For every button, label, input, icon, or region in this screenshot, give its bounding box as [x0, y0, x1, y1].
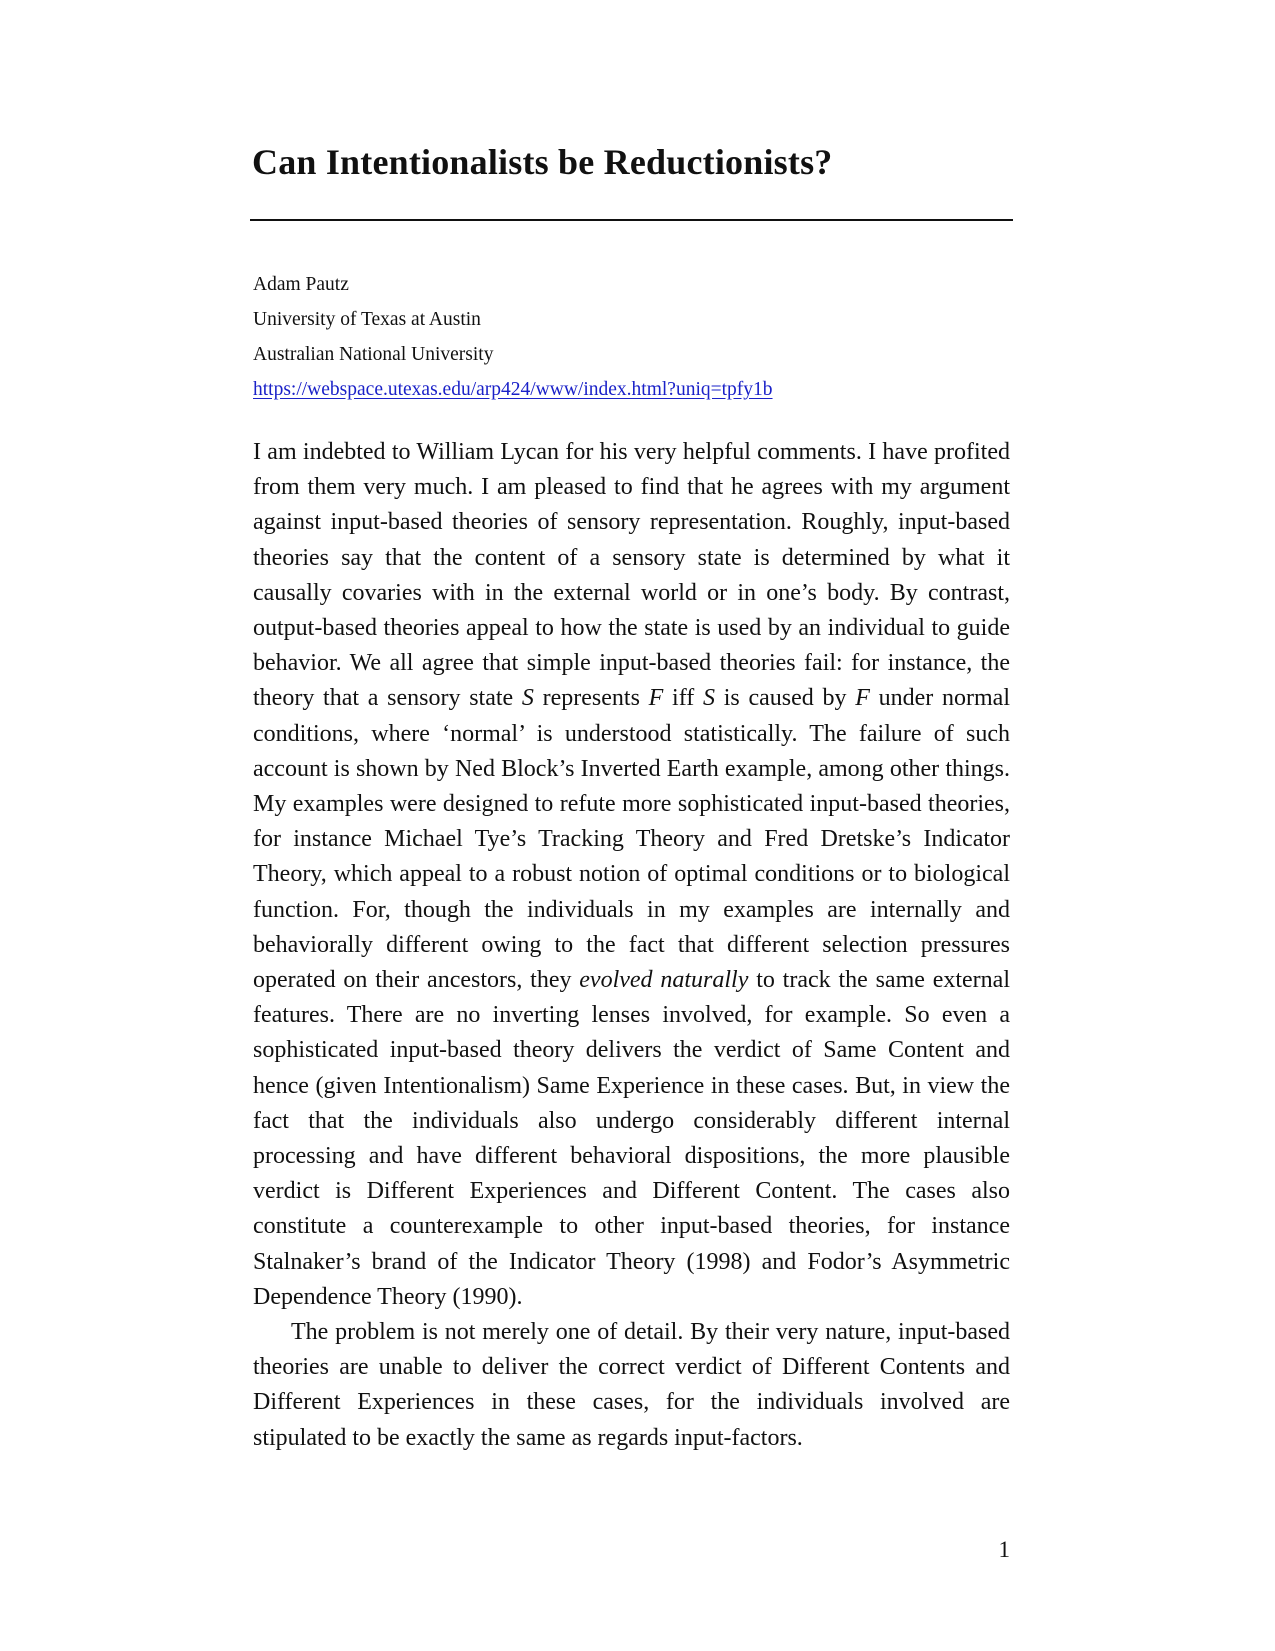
- p1-var-f-2: F: [855, 685, 870, 712]
- affiliation-1: University of Texas at Austin: [253, 309, 481, 330]
- body-text: [253, 435, 1010, 1456]
- page-number: 1: [998, 1537, 1010, 1562]
- affiliation-2: Australian National University: [253, 344, 494, 365]
- paper-title: Can Intentionalists be Reductionists?: [252, 142, 833, 182]
- p1-text-c: iff: [663, 685, 704, 712]
- p1-text-f: to track the same external features. There are no inverting lenses involved, for example. So even a sophisticated input-based theory delivers the verdict of Same Content and hence (given Intentionalism) Same Experience in these cases. But, in view the fact that the individuals also undergo considerably different internal processing and have different behavioral dispositions, the more plausible verdict is Different Experiences and Different Content. The cases also constitute a counterexample to other input-based theories, for instance Stalnaker’s brand of the Indicator Theory (1998) and Fodor’s Asymmetric Dependence Theory (1990).: [253, 967, 1010, 1310]
- paragraph-1: [253, 435, 1010, 1315]
- p1-text-b: represents: [533, 685, 649, 712]
- p1-var-s-1: S: [521, 685, 534, 712]
- p1-emphasis-evolved-naturally: evolved naturally: [579, 967, 749, 994]
- author-homepage-link[interactable]: https://webspace.utexas.edu/arp424/www/index.html?uniq=tpfy1b: [253, 379, 773, 400]
- paragraph-2: The problem is not merely one of detail. By their very nature, input-based theories are unable to deliver the correct verdict of Different Contents and Different Experiences in these cases, for the individuals involved are stipulated to be exactly the same as regards input-factors.: [253, 1319, 1010, 1451]
- p1-text-e: under normal conditions, where ‘normal’ is understood statistically. The failure of such account is shown by Ned Block’s Inverted Earth example, among other things. My examples were designed to refute more sophisticated input-based theories, for instance Michael Tye’s Tracking Theory and Fred Dretske’s Indicator Theory, which appeal to a robust notion of optimal conditions or to biological function. For, though the individuals in my examples are internally and behaviorally different owing to the fact that different selection pressures operated on their ancestors, they: [253, 685, 1011, 994]
- author-url-line: [253, 372, 1013, 407]
- p1-text-a: I am indebted to William Lycan for his very helpful comments. I have profited from them very much. I am pleased to find that he agrees with my argument against input-based theories of sensory representation. Roughly, input-based theories say that the content of a sensory state is determined by what it causally covaries with in the external world or in one’s body. By contrast, output-based theories appeal to how the state is used by an individual to guide behavior. We all agree that simple input-based theories fail: for instance, the theory that a sensory state: [253, 439, 1010, 712]
- author-block: [253, 267, 1013, 407]
- p1-var-s-2: S: [703, 685, 716, 712]
- author-name: Adam Pautz: [253, 274, 349, 295]
- p1-var-f-1: F: [648, 685, 664, 712]
- title-divider: [250, 219, 1013, 221]
- p1-text-d: is caused by: [715, 685, 856, 712]
